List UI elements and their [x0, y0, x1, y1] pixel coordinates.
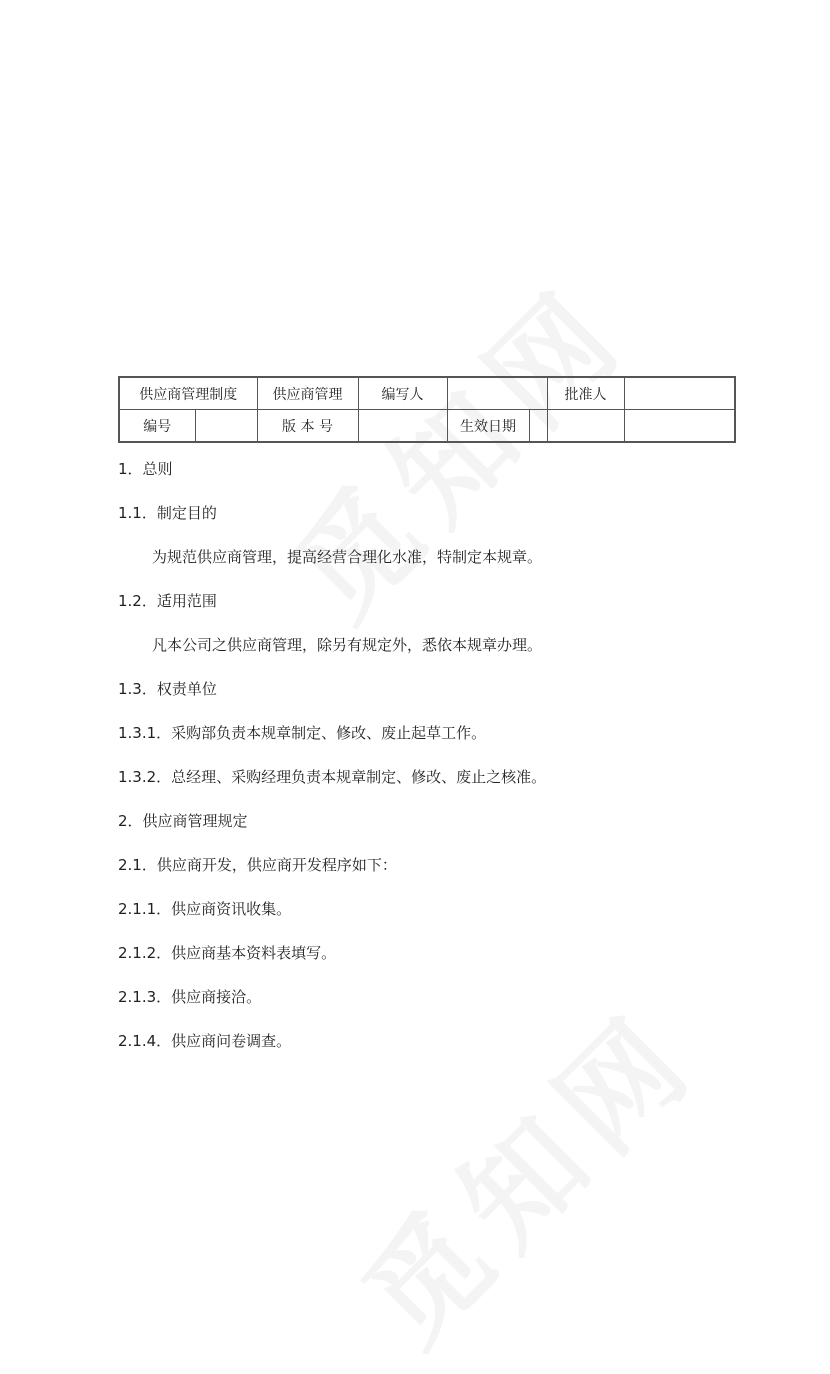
effective-date-label-cell: 生效日期: [447, 410, 529, 443]
effective-date-value-continued: [548, 410, 625, 441]
list-item: 2.1.1．供应商资讯收集。: [118, 900, 292, 918]
header-row-1: [119, 377, 735, 410]
subsection-heading: 2.1．供应商开发，供应商开发程序如下：: [118, 856, 397, 874]
version-value-cell: [358, 410, 447, 443]
subsection-heading: 1.1．制定目的: [118, 504, 217, 522]
approver-value: [625, 378, 735, 409]
doc-category-cell: 供应商管理: [257, 377, 358, 410]
section-heading: 1．总则: [118, 460, 173, 478]
paragraph: 凡本公司之供应商管理，除另有规定外，悉依本规章办理。: [152, 636, 543, 654]
list-item: 2.1.3．供应商接洽。: [118, 988, 262, 1006]
section-heading: 2．供应商管理规定: [118, 812, 248, 830]
subsection-heading: 1.3．权责单位: [118, 680, 217, 698]
subsection-heading: 1.2．适用范围: [118, 592, 217, 610]
approver-label-cell: [547, 377, 735, 410]
author-value-cell: [447, 377, 547, 410]
blank-cell: [625, 410, 735, 441]
list-item: 2.1.4．供应商问卷调查。: [118, 1032, 292, 1050]
version-label-cell: 版 本 号: [257, 410, 358, 443]
paragraph: 为规范供应商管理，提高经营合理化水准，特制定本规章。: [152, 548, 543, 566]
doc-number-value-cell: [195, 410, 257, 443]
doc-title-cell: 供应商管理制度: [119, 377, 257, 410]
extra-cell: [547, 410, 735, 443]
document-header-table: [118, 376, 736, 443]
list-item: 1.3.1．采购部负责本规章制定、修改、废止起草工作。: [118, 724, 487, 742]
effective-date-value-cell: [529, 410, 547, 443]
approver-label: 批准人: [548, 378, 625, 409]
header-row-2: [119, 410, 735, 443]
list-item: 1.3.2．总经理、采购经理负责本规章制定、修改、废止之核准。: [118, 768, 547, 786]
author-label-cell: 编写人: [358, 377, 447, 410]
doc-number-label-cell: 编号: [119, 410, 195, 443]
document-body: [118, 455, 758, 1071]
list-item: 2.1.2．供应商基本资料表填写。: [118, 944, 337, 962]
